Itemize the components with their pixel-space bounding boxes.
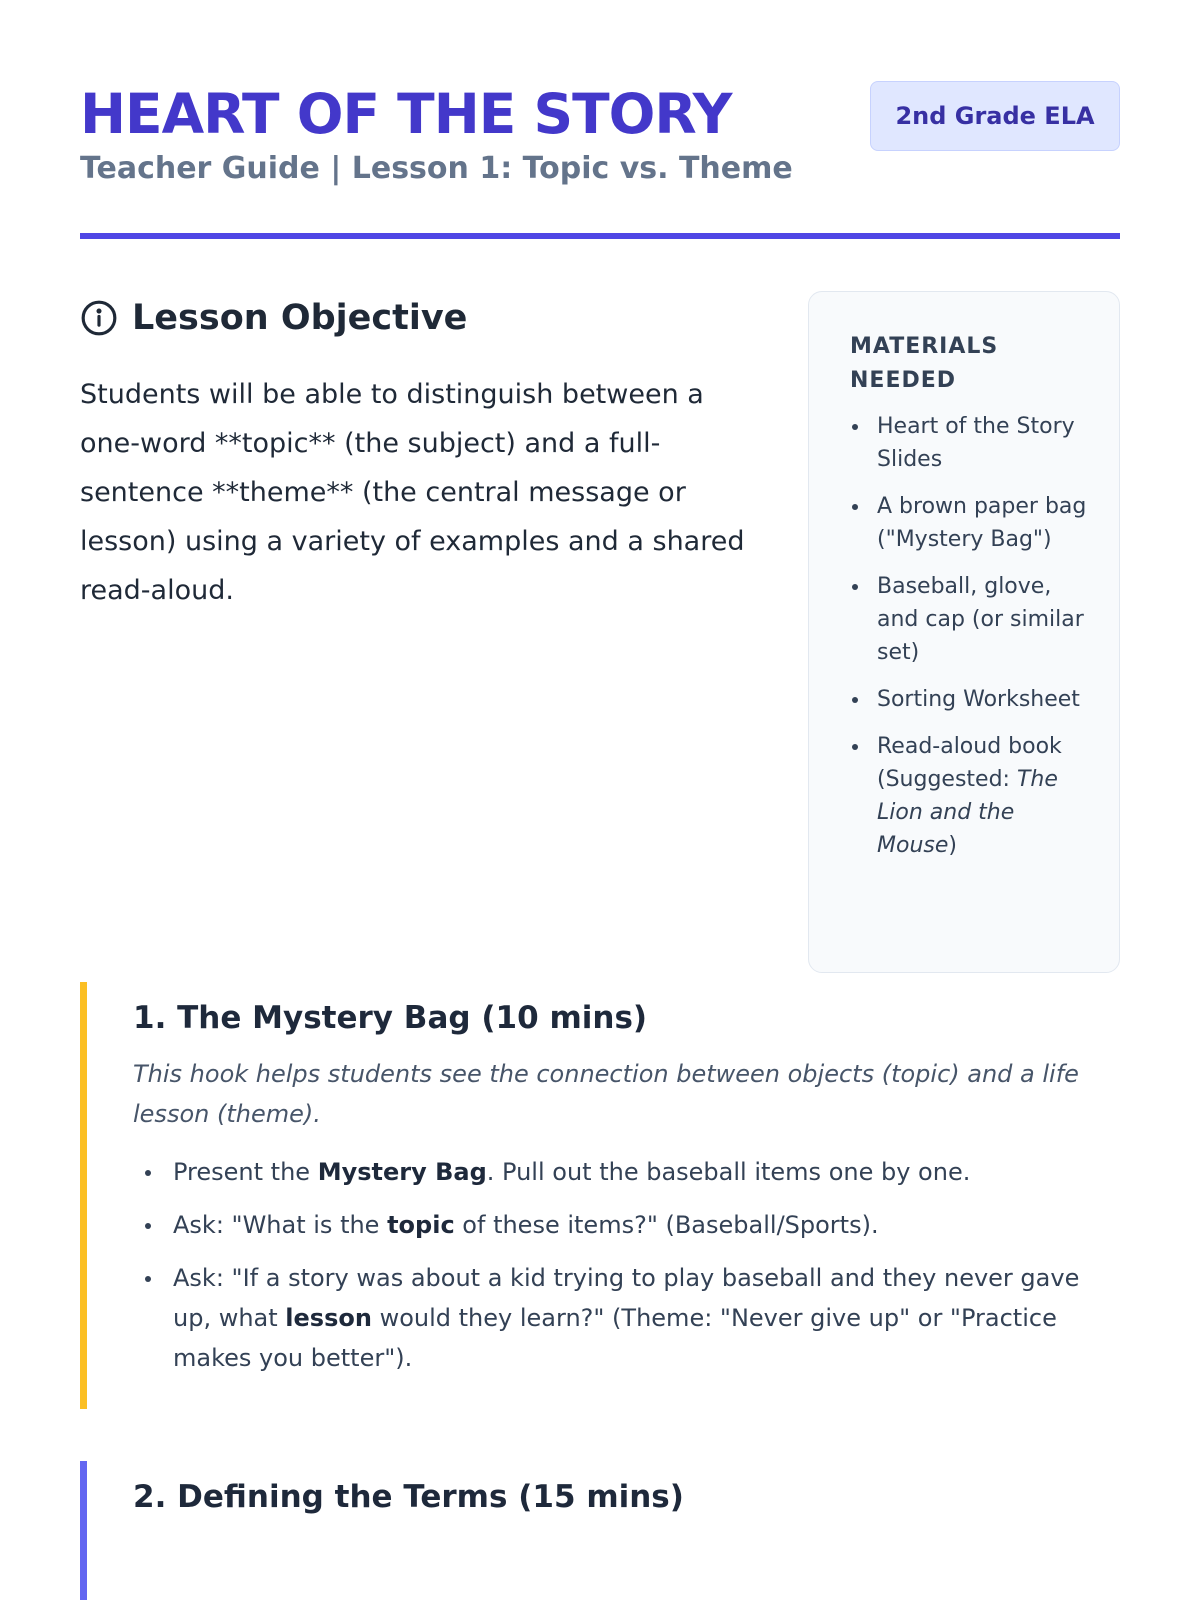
section-defining-terms [80,1461,1120,1600]
step-text: . Pull out the baseball items one by one. [486,1158,971,1186]
info-icon [80,299,118,337]
step-keyword: Mystery Bag [317,1158,487,1186]
step-item [133,1205,1120,1245]
section-title: 2. Defining the Terms (15 mins) [133,1479,684,1515]
step-text: of these items?" (Baseball/Sports). [454,1211,879,1239]
materials-item-suffix: ) [948,833,957,858]
section-intro: This hook helps students see the connection between objects (topic) and a life lesson (theme). [133,1060,1079,1128]
step-text: would they learn?" (Theme: "Never give up" or "Practice makes you better"). [173,1304,1057,1372]
grade-badge: 2nd Grade ELA [870,81,1120,151]
step-item [133,1152,1120,1192]
materials-list [850,410,1089,862]
page-subtitle: Teacher Guide | Lesson 1: Topic vs. Theme [80,151,793,186]
materials-item: Heart of the Story Slides [850,410,1089,476]
page-header [80,0,1120,236]
section-steps [133,1152,1120,1378]
materials-panel [808,291,1120,973]
objective-row [80,236,1120,982]
page-title: HEART OF THE STORY [80,82,732,146]
section-title: 1. The Mystery Bag (10 mins) [133,1000,648,1036]
step-text: Present the [173,1158,318,1186]
materials-item: Sorting Worksheet [850,683,1089,716]
step-text: Ask: "What is the [173,1211,388,1239]
step-keyword: topic [387,1211,455,1239]
section-mystery-bag [80,982,1120,1409]
materials-item-prefix: Read-aloud book (Suggested: [877,734,1062,792]
materials-item: A brown paper bag ("Mystery Bag") [850,490,1089,556]
book-title: The Lion and the Mouse [877,767,1058,858]
objective-heading-label: Lesson Objective [132,298,468,338]
objective-text: Students will be able to distinguish between a one-word **topic** (the subject) and a full-sentence **theme** (the central message or lesson) using a variety of examples and a shared read-aloud. [80,379,745,606]
materials-heading: MATERIALS NEEDED [850,334,999,393]
step-text: Ask: "If a story was about a kid trying to play baseball and they never gave up, what [173,1264,1080,1332]
lesson-objective [80,296,750,615]
step-keyword: lesson [285,1304,372,1332]
materials-item: Baseball, glove, and cap (or similar set) [850,570,1089,669]
materials-item [850,730,1089,862]
step-item [133,1258,1120,1378]
objective-heading [80,296,750,340]
